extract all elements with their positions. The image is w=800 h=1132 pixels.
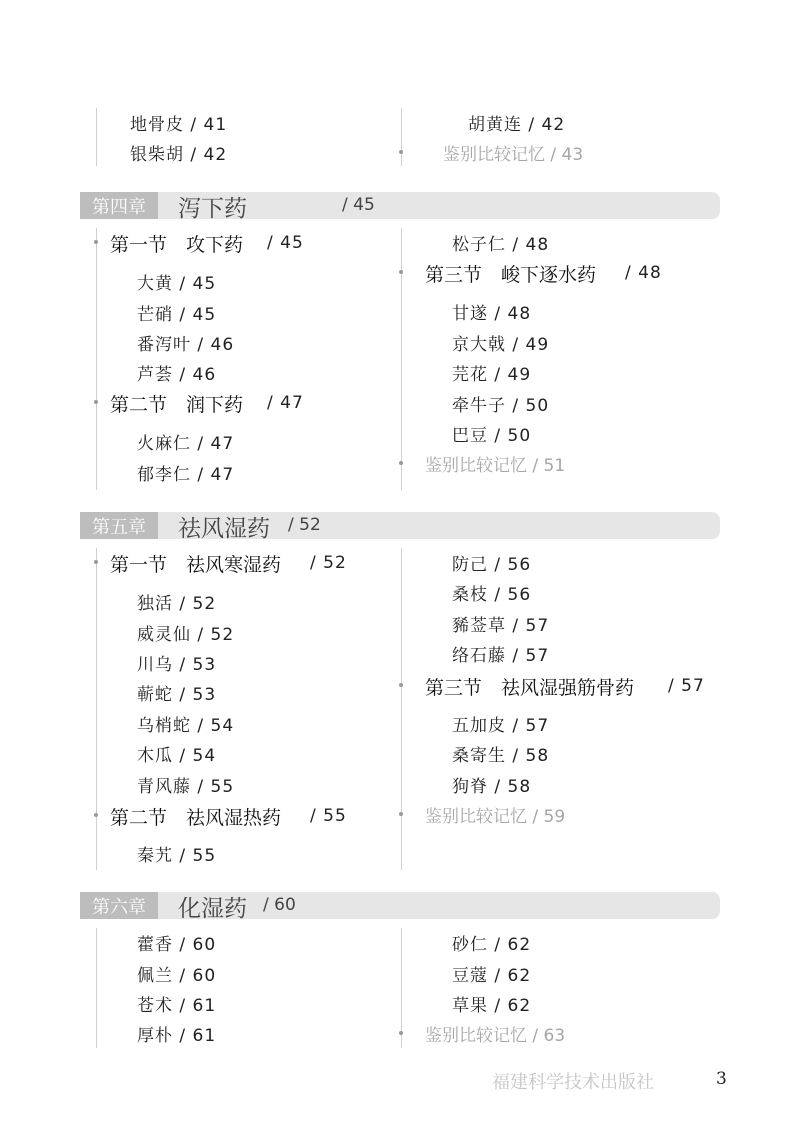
review-entry: 鉴别比较记忆 / 43 bbox=[443, 145, 584, 165]
chapter-header bbox=[80, 512, 720, 542]
list-item: 木瓜 / 54 bbox=[137, 746, 217, 766]
list-item: 佩兰 / 60 bbox=[137, 966, 217, 986]
list-item: 甘遂 / 48 bbox=[452, 304, 532, 324]
chapter-label: 第五章 bbox=[80, 512, 158, 539]
section-page: / 45 bbox=[267, 233, 304, 253]
list-item: 豨莶草 / 57 bbox=[452, 616, 550, 636]
list-item: 蕲蛇 / 53 bbox=[137, 685, 217, 705]
section-heading: 第一节 祛风寒湿药 bbox=[110, 554, 282, 576]
chapter-label: 第四章 bbox=[80, 192, 158, 219]
publisher-name: 福建科学技术出版社 bbox=[492, 1072, 654, 1093]
review-entry: 鉴别比较记忆 / 51 bbox=[425, 456, 566, 476]
bullet-dot bbox=[399, 461, 403, 465]
bullet-dot bbox=[399, 150, 403, 154]
list-item: 独活 / 52 bbox=[137, 594, 217, 614]
bullet-dot bbox=[94, 813, 98, 817]
list-item: 豆蔻 / 62 bbox=[452, 966, 532, 986]
list-item: 乌梢蛇 / 54 bbox=[137, 716, 235, 736]
list-item: 砂仁 / 62 bbox=[452, 935, 532, 955]
chapter-header bbox=[80, 892, 720, 922]
list-item: 郁李仁 / 47 bbox=[137, 465, 235, 485]
list-item: 松子仁 / 48 bbox=[452, 235, 550, 255]
chapter-title: 化湿药 bbox=[178, 896, 247, 922]
list-item: 苍术 / 61 bbox=[137, 996, 217, 1016]
list-item: 草果 / 62 bbox=[452, 996, 532, 1016]
list-item: 牵牛子 / 50 bbox=[452, 396, 550, 416]
list-item: 大黄 / 45 bbox=[137, 274, 217, 294]
chapter-page: / 60 bbox=[263, 895, 296, 915]
section-page: / 57 bbox=[668, 676, 705, 696]
bullet-dot bbox=[94, 240, 98, 244]
list-item: 芦荟 / 46 bbox=[137, 365, 217, 385]
page-number: 3 bbox=[716, 1069, 727, 1089]
list-item: 桑枝 / 56 bbox=[452, 585, 532, 605]
list-item: 胡黄连 / 42 bbox=[468, 115, 566, 135]
bullet-dot bbox=[399, 812, 403, 816]
column-divider-left bbox=[96, 228, 97, 490]
chapter-page: / 52 bbox=[288, 515, 321, 535]
column-divider-right bbox=[401, 108, 402, 166]
column-divider-right bbox=[401, 228, 402, 490]
list-item: 威灵仙 / 52 bbox=[137, 625, 235, 645]
review-entry: 鉴别比较记忆 / 59 bbox=[425, 807, 566, 827]
chapter-title: 泻下药 bbox=[178, 196, 247, 222]
review-entry: 鉴别比较记忆 / 63 bbox=[425, 1026, 566, 1046]
list-item: 防己 / 56 bbox=[452, 555, 532, 575]
section-heading: 第三节 祛风湿强筋骨药 bbox=[425, 677, 635, 699]
bullet-dot bbox=[399, 683, 403, 687]
column-divider-left bbox=[96, 928, 97, 1048]
bullet-dot bbox=[94, 400, 98, 404]
list-item: 藿香 / 60 bbox=[137, 935, 217, 955]
section-heading: 第一节 攻下药 bbox=[110, 234, 244, 256]
list-item: 狗脊 / 58 bbox=[452, 777, 532, 797]
column-divider-right bbox=[401, 548, 402, 870]
list-item: 桑寄生 / 58 bbox=[452, 746, 550, 766]
section-heading: 第二节 润下药 bbox=[110, 394, 244, 416]
list-item: 地骨皮 / 41 bbox=[130, 115, 228, 135]
section-page: / 55 bbox=[310, 806, 347, 826]
chapter-label: 第六章 bbox=[80, 892, 158, 919]
section-page: / 52 bbox=[310, 553, 347, 573]
chapter-page: / 45 bbox=[342, 195, 375, 215]
list-item: 火麻仁 / 47 bbox=[137, 434, 235, 454]
list-item: 巴豆 / 50 bbox=[452, 426, 532, 446]
list-item: 络石藤 / 57 bbox=[452, 646, 550, 666]
list-item: 五加皮 / 57 bbox=[452, 716, 550, 736]
section-heading: 第三节 峻下逐水药 bbox=[425, 264, 597, 286]
column-divider-left bbox=[96, 548, 97, 870]
list-item: 芒硝 / 45 bbox=[137, 305, 217, 325]
list-item: 芫花 / 49 bbox=[452, 365, 532, 385]
section-heading: 第二节 祛风湿热药 bbox=[110, 807, 282, 829]
list-item: 青风藤 / 55 bbox=[137, 777, 235, 797]
column-divider-right bbox=[401, 928, 402, 1048]
bullet-dot bbox=[399, 1031, 403, 1035]
list-item: 番泻叶 / 46 bbox=[137, 335, 235, 355]
list-item: 川乌 / 53 bbox=[137, 655, 217, 675]
chapter-title: 祛风湿药 bbox=[178, 516, 270, 542]
list-item: 厚朴 / 61 bbox=[137, 1026, 217, 1046]
list-item: 银柴胡 / 42 bbox=[130, 145, 228, 165]
column-divider-left bbox=[96, 108, 97, 166]
section-page: / 48 bbox=[625, 263, 662, 283]
list-item: 京大戟 / 49 bbox=[452, 335, 550, 355]
chapter-header bbox=[80, 192, 720, 222]
section-page: / 47 bbox=[267, 393, 304, 413]
bullet-dot bbox=[399, 270, 403, 274]
bullet-dot bbox=[94, 560, 98, 564]
list-item: 秦艽 / 55 bbox=[137, 846, 217, 866]
